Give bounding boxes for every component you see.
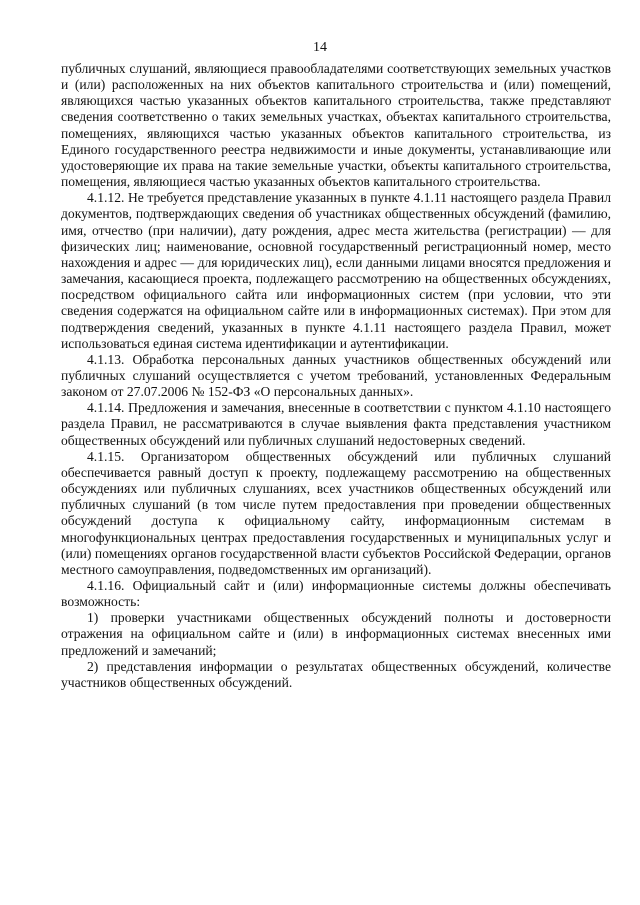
document-body xyxy=(61,61,611,691)
paragraph-4-1-12: 4.1.12. Не требуется представление указанных в пункте 4.1.11 настоящего раздела Правил документов, подтверждающих сведения об участниках общественных обсуждений (фамилию, имя, отчество (при наличии), дату рождения, адрес места жительства (регистрации) — для физических лиц; наименование, основной государственный регистрационный номер, место нахождения и адрес — для юридических лиц), если данными лицами вносятся предложения и замечания, касающиеся проекта, подлежащего рассмотрению на общественных обсуждениях, посредством официального сайта или информационных систем (при условии, что эти сведения содержатся на официальном сайте или в информационных системах). При этом для подтверждения сведений, указанных в пункте 4.1.11 настоящего раздела Правил, может использоваться единая система идентификации и аутентификации. xyxy=(61,190,611,351)
paragraph-4-1-16: 4.1.16. Официальный сайт и (или) информационные системы должны обеспечивать возможность: xyxy=(61,578,611,610)
paragraph-continuation: публичных слушаний, являющиеся правообладателями соответствующих земельных участков и (или) расположенных на них объектов капитального строительства и (или) помещений, являющихся частью указанных объектов капитального строительства, также представляют сведения соответственно о таких земельных участках, объектах капитального строительства, помещениях, являющихся частью указанных объектов капитального строительства, из Единого государственного реестра недвижимости и иные документы, устанавливающие или удостоверяющие их права на такие земельные участки, объекты капитального строительства, помещения, являющиеся частью указанных объектов капитального строительства. xyxy=(61,61,611,190)
page-number: 14 xyxy=(313,40,327,55)
list-item-4-1-16-1: 1) проверки участниками общественных обсуждений полноты и достоверности отражения на официальном сайте и (или) в информационных системах внесенных ими предложений и замечаний; xyxy=(61,610,611,658)
paragraph-4-1-13: 4.1.13. Обработка персональных данных участников общественных обсуждений или публичных слушаний осуществляется с учетом требований, установленных Федеральным законом от 27.07.2006 № 152-ФЗ «О персональных данных». xyxy=(61,351,611,400)
paragraph-4-1-15: 4.1.15. Организатором общественных обсуждений или публичных слушаний обеспечивается равный доступ к проекту, подлежащему рассмотрению на общественных обсуждениях или публичных слушаниях, всех участников общественных обсуждений или публичных слушаний (в том числе путем предоставления при проведении общественных обсуждений доступа к официальному сайту, информационным системам в многофункциональных центрах предоставления государственных и муниципальных услуг и (или) помещениях органов государственной власти субъектов Российской Федерации, органов местного самоуправления, подведомственных им организаций). xyxy=(61,448,611,577)
list-item-4-1-16-2: 2) представления информации о результатах общественных обсуждений, количестве участников общественных обсуждений. xyxy=(61,658,611,690)
paragraph-4-1-14: 4.1.14. Предложения и замечания, внесенные в соответствии с пунктом 4.1.10 настоящего раздела Правил, не рассматриваются в случае выявления факта представления участником общественных обсуждений или публичных слушаний недостоверных сведений. xyxy=(61,400,611,448)
